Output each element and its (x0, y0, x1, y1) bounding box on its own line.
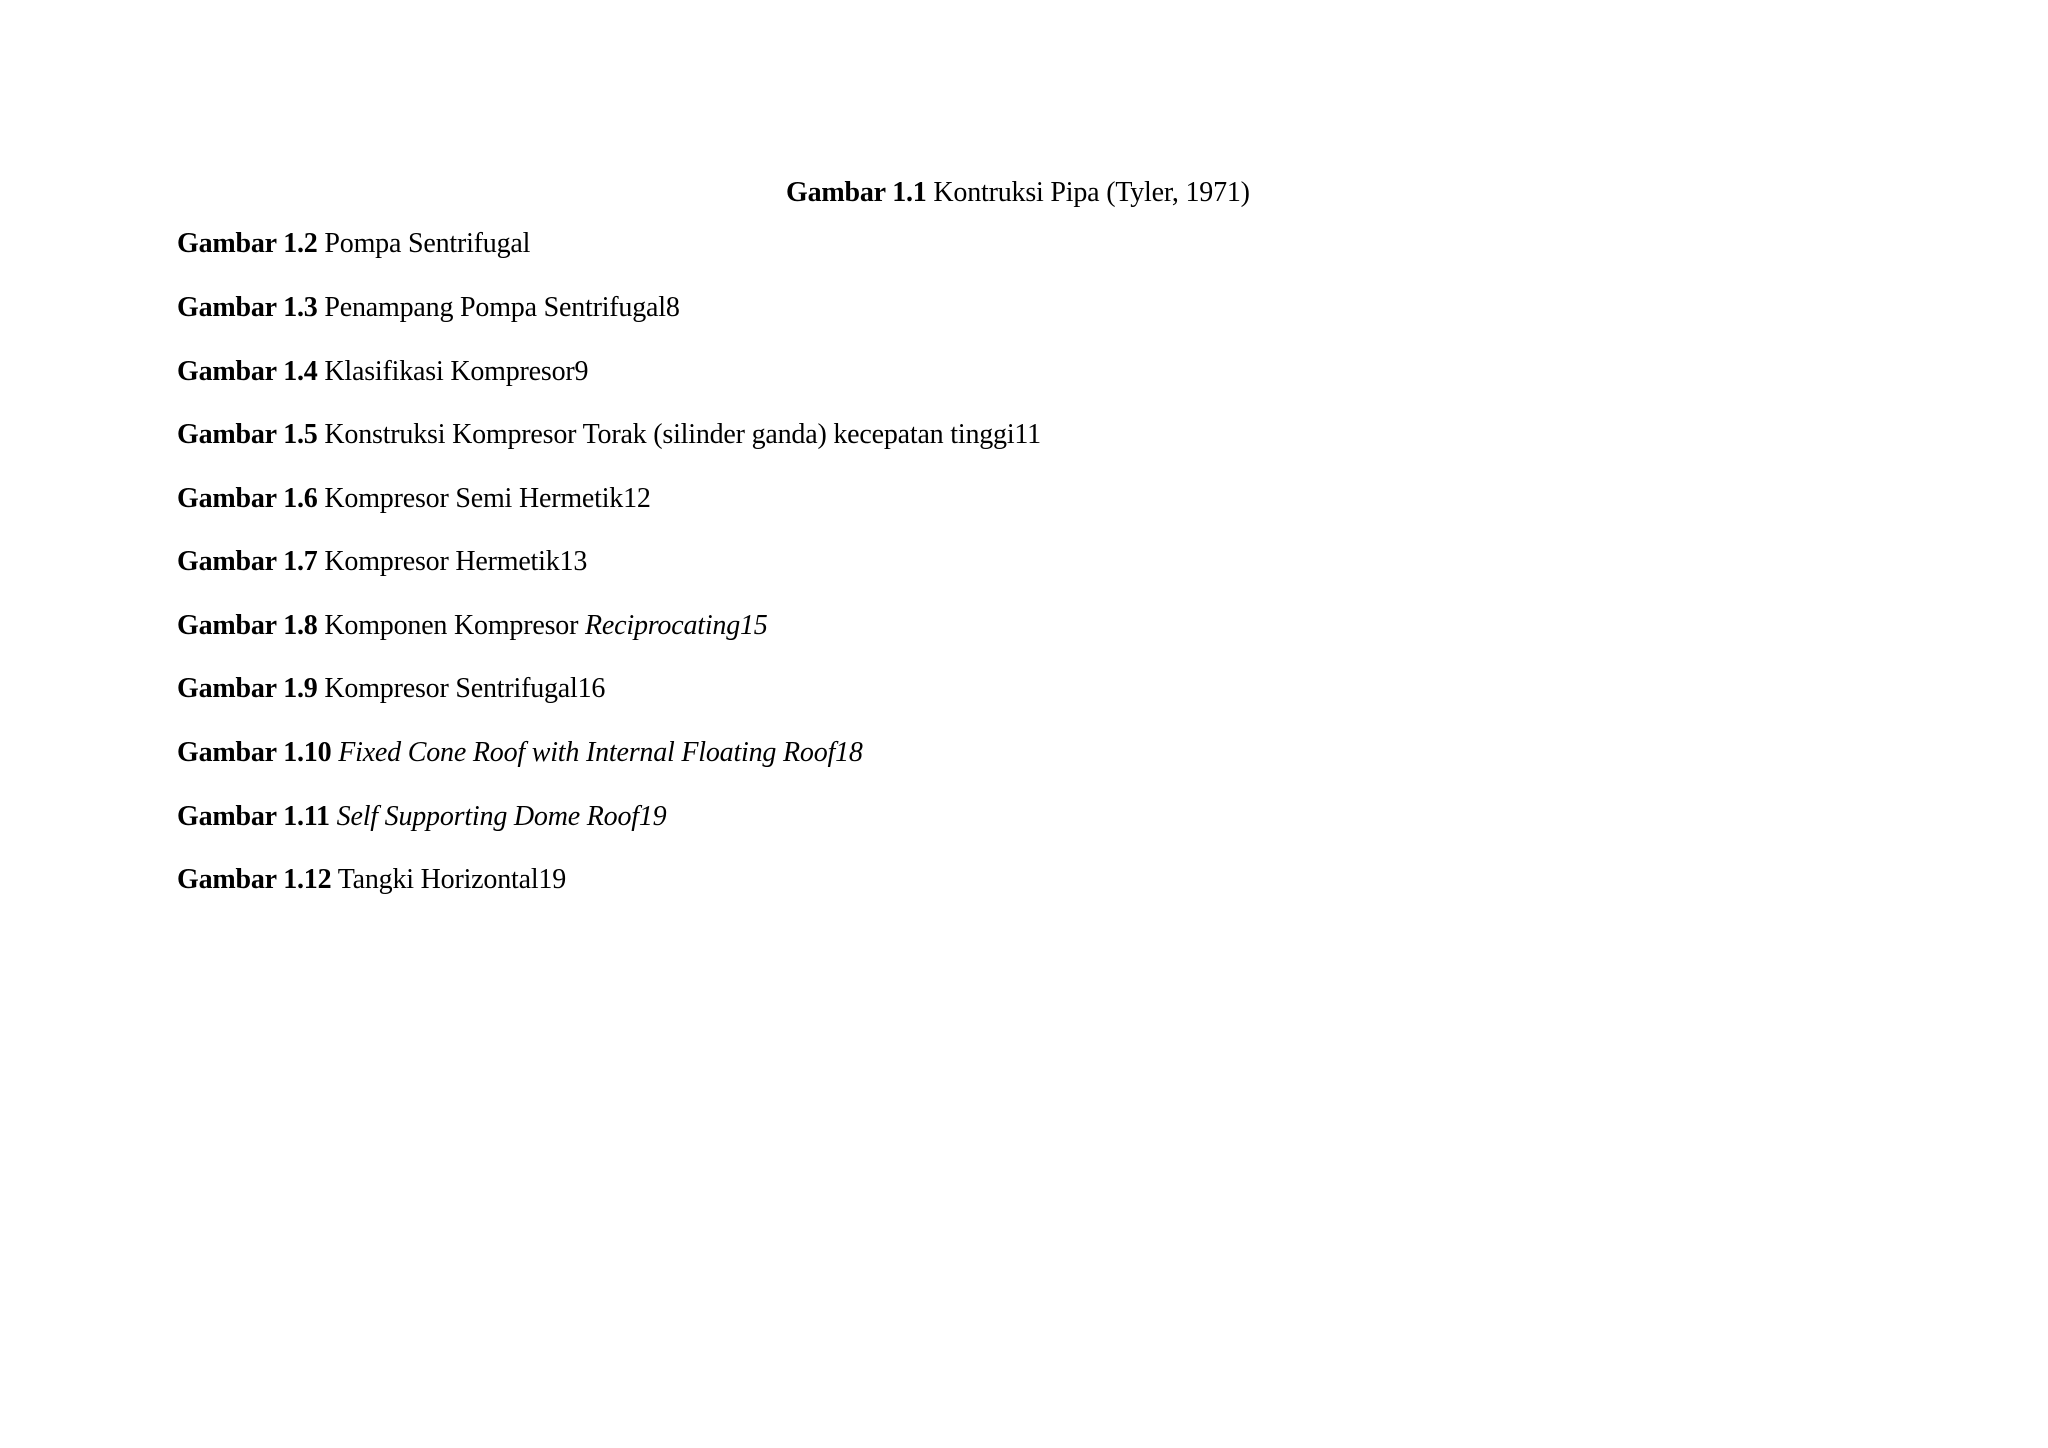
figure-title (330, 801, 337, 832)
figure-entry (177, 417, 1041, 453)
figure-entry (177, 481, 651, 517)
figure-label: Gambar 1.7 (177, 546, 318, 577)
figure-title: Kompresor Hermetik13 (317, 546, 588, 577)
figure-label: Gambar 1.8 (177, 610, 318, 641)
figure-title: Kontruksi Pipa (Tyler, 1971) (926, 177, 1250, 208)
figure-title-italic: Self Supporting Dome Roof19 (336, 801, 667, 832)
figure-entry (177, 799, 666, 835)
figure-entry (786, 175, 1250, 211)
figure-title: Kompresor Sentrifugal16 (317, 673, 606, 704)
figure-title: Klasifikasi Kompresor9 (317, 356, 589, 387)
figure-label: Gambar 1.3 (177, 292, 318, 323)
figure-entry (177, 290, 680, 326)
figure-label: Gambar 1.2 (177, 228, 318, 259)
figure-label: Gambar 1.1 (786, 177, 927, 208)
figure-label: Gambar 1.5 (177, 419, 318, 450)
figure-entry (177, 226, 530, 262)
figure-title: Pompa Sentrifugal (317, 228, 531, 259)
figure-entry (177, 608, 768, 644)
figure-entry (177, 862, 566, 898)
figure-label: Gambar 1.4 (177, 356, 318, 387)
figure-label: Gambar 1.6 (177, 483, 318, 514)
figure-title: Komponen Kompresor (317, 610, 586, 641)
figure-entry (177, 354, 588, 390)
figure-title-italic: Reciprocating15 (585, 610, 768, 641)
figure-label: Gambar 1.10 (177, 737, 332, 768)
figure-title-italic: Fixed Cone Roof with Internal Floating Roof18 (338, 737, 863, 768)
figure-title: Penampang Pompa Sentrifugal8 (317, 292, 680, 323)
figure-label: Gambar 1.9 (177, 673, 318, 704)
figure-label: Gambar 1.11 (177, 801, 330, 832)
figure-title: Tangki Horizontal19 (331, 864, 566, 895)
figure-title: Kompresor Semi Hermetik12 (317, 483, 651, 514)
figure-entry (177, 671, 605, 707)
figure-entry (177, 735, 863, 771)
figure-label: Gambar 1.12 (177, 864, 332, 895)
figure-title: Konstruksi Kompresor Torak (silinder ganda) kecepatan tinggi11 (317, 419, 1041, 450)
figure-entry (177, 544, 587, 580)
